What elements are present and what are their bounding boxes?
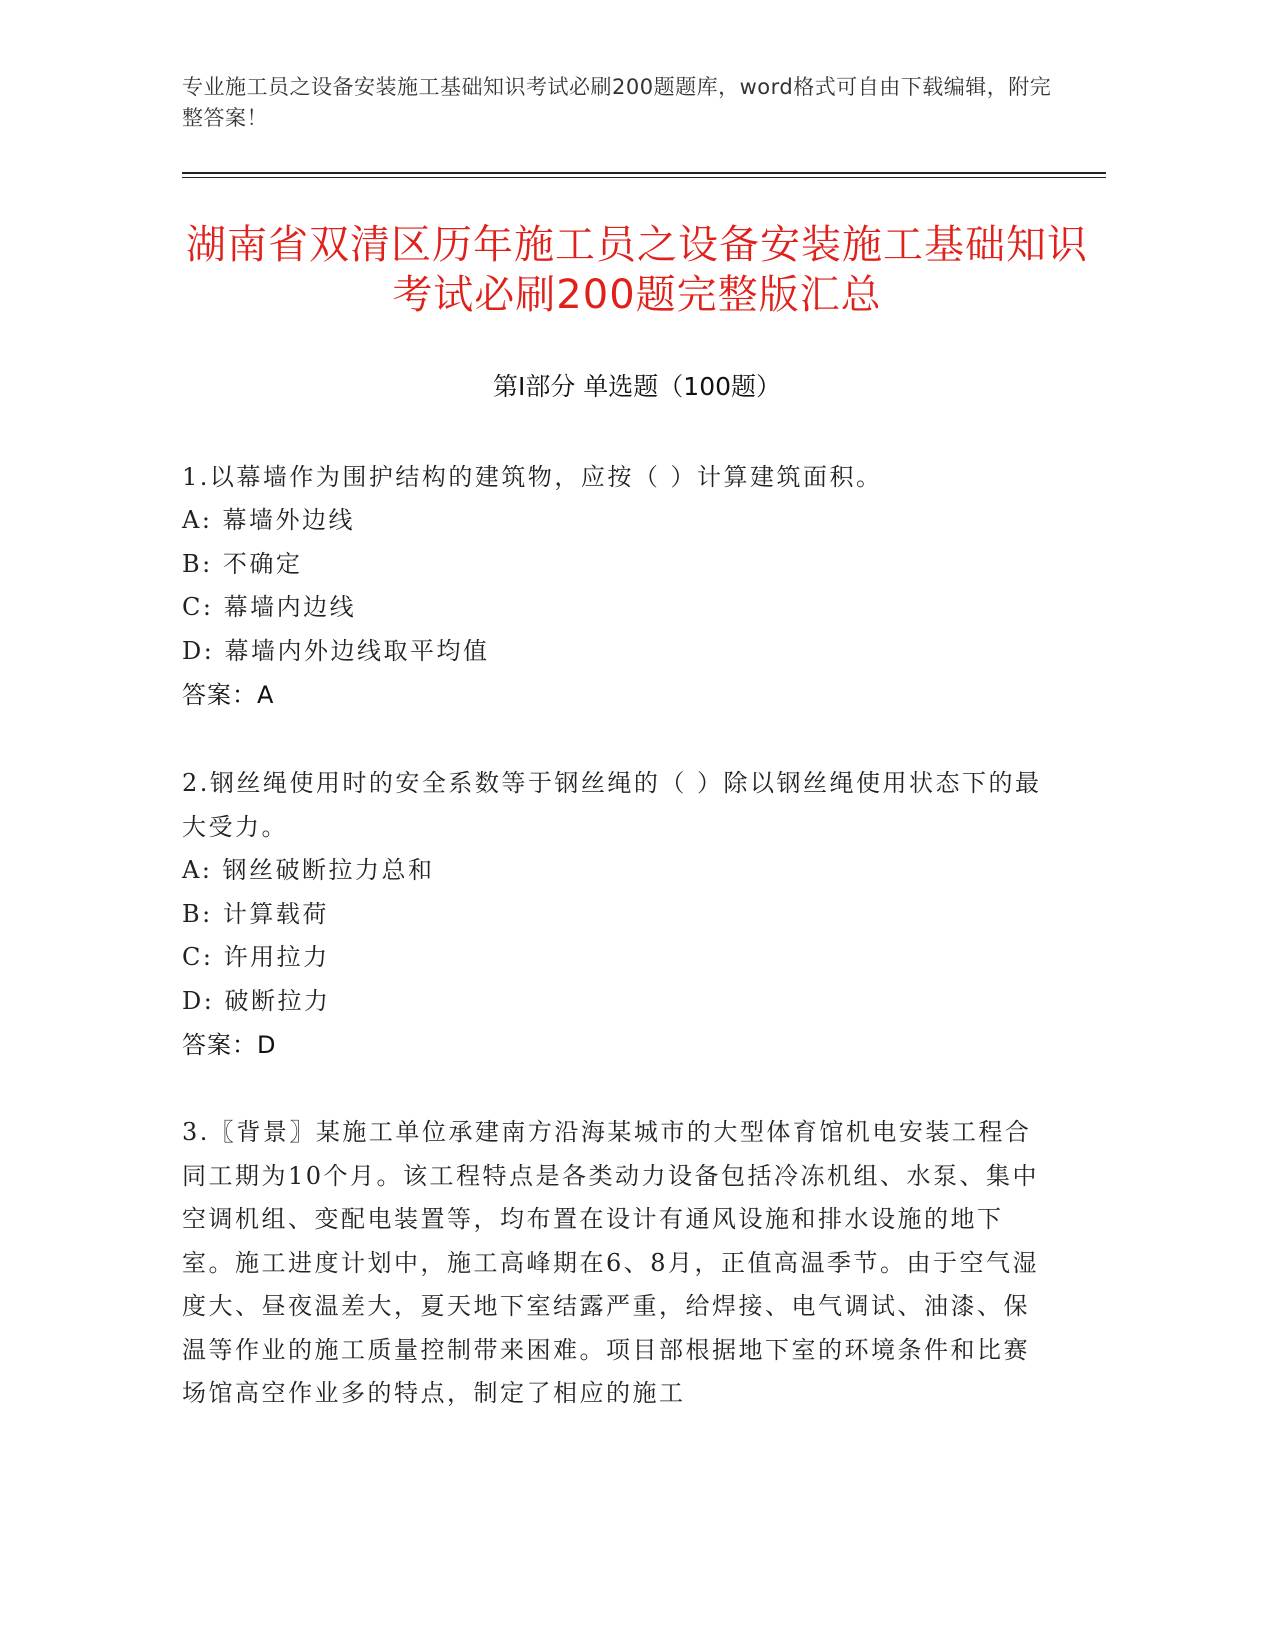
option-c: C: 幕墙内边线 <box>182 593 357 621</box>
question-1 <box>182 455 1042 717</box>
header-divider-thin <box>182 177 1106 178</box>
option-d: D: 破断拉力 <box>182 986 331 1015</box>
option-a: A: 钢丝破断拉力总和 <box>182 856 435 884</box>
answer: 答案：A <box>182 681 275 709</box>
question-stem: 1.以幕墙作为围护结构的建筑物，应按（ ）计算建筑面积。 <box>182 463 883 491</box>
question-stem: 2.钢丝绳使用时的安全系数等于钢丝绳的（ ）除以钢丝绳使用状态下的最大受力。 <box>182 769 1042 841</box>
question-3 <box>182 1111 1042 1416</box>
option-b: B: 不确定 <box>182 549 303 578</box>
header-divider-thick <box>182 172 1106 174</box>
option-b: B: 计算载荷 <box>182 899 329 928</box>
option-d: D: 幕墙内外边线取平均值 <box>182 636 490 665</box>
option-a: A: 幕墙外边线 <box>182 506 356 534</box>
answer: 答案：D <box>182 1031 277 1059</box>
question-stem: 3.〖背景〗某施工单位承建南方沿海某城市的大型体育馆机电安装工程合同工期为10个月。该工程特点是各类动力设备包括冷冻机组、水泵、集中空调机组、变配电装置等，均布置在设计有通风设施和排水设施的地下室。施工进度计划中，施工高峰期在6、8月，正值高温季节。由于空气湿度大、昼夜温差大，夏天地下室结露严重，给焊接、电气调试、油漆、保温等作业的施工质量控制带来困难。项目部根据地下室的环境条件和比赛场馆高空作业多的特点，制定了相应的施工 <box>182 1118 1040 1407</box>
section-heading: 第Ⅰ部分 单选题（100题） <box>492 372 782 401</box>
document-title: 湖南省双清区历年施工员之设备安装施工基础知识考试必刷200题完整版汇总 <box>186 222 1088 318</box>
question-list <box>182 455 1042 1460</box>
question-2 <box>182 761 1042 1067</box>
header-note: 专业施工员之设备安装施工基础知识考试必刷200题题库，word格式可自由下载编辑，附完整答案！ <box>182 75 1052 130</box>
option-c: C: 许用拉力 <box>182 943 330 971</box>
